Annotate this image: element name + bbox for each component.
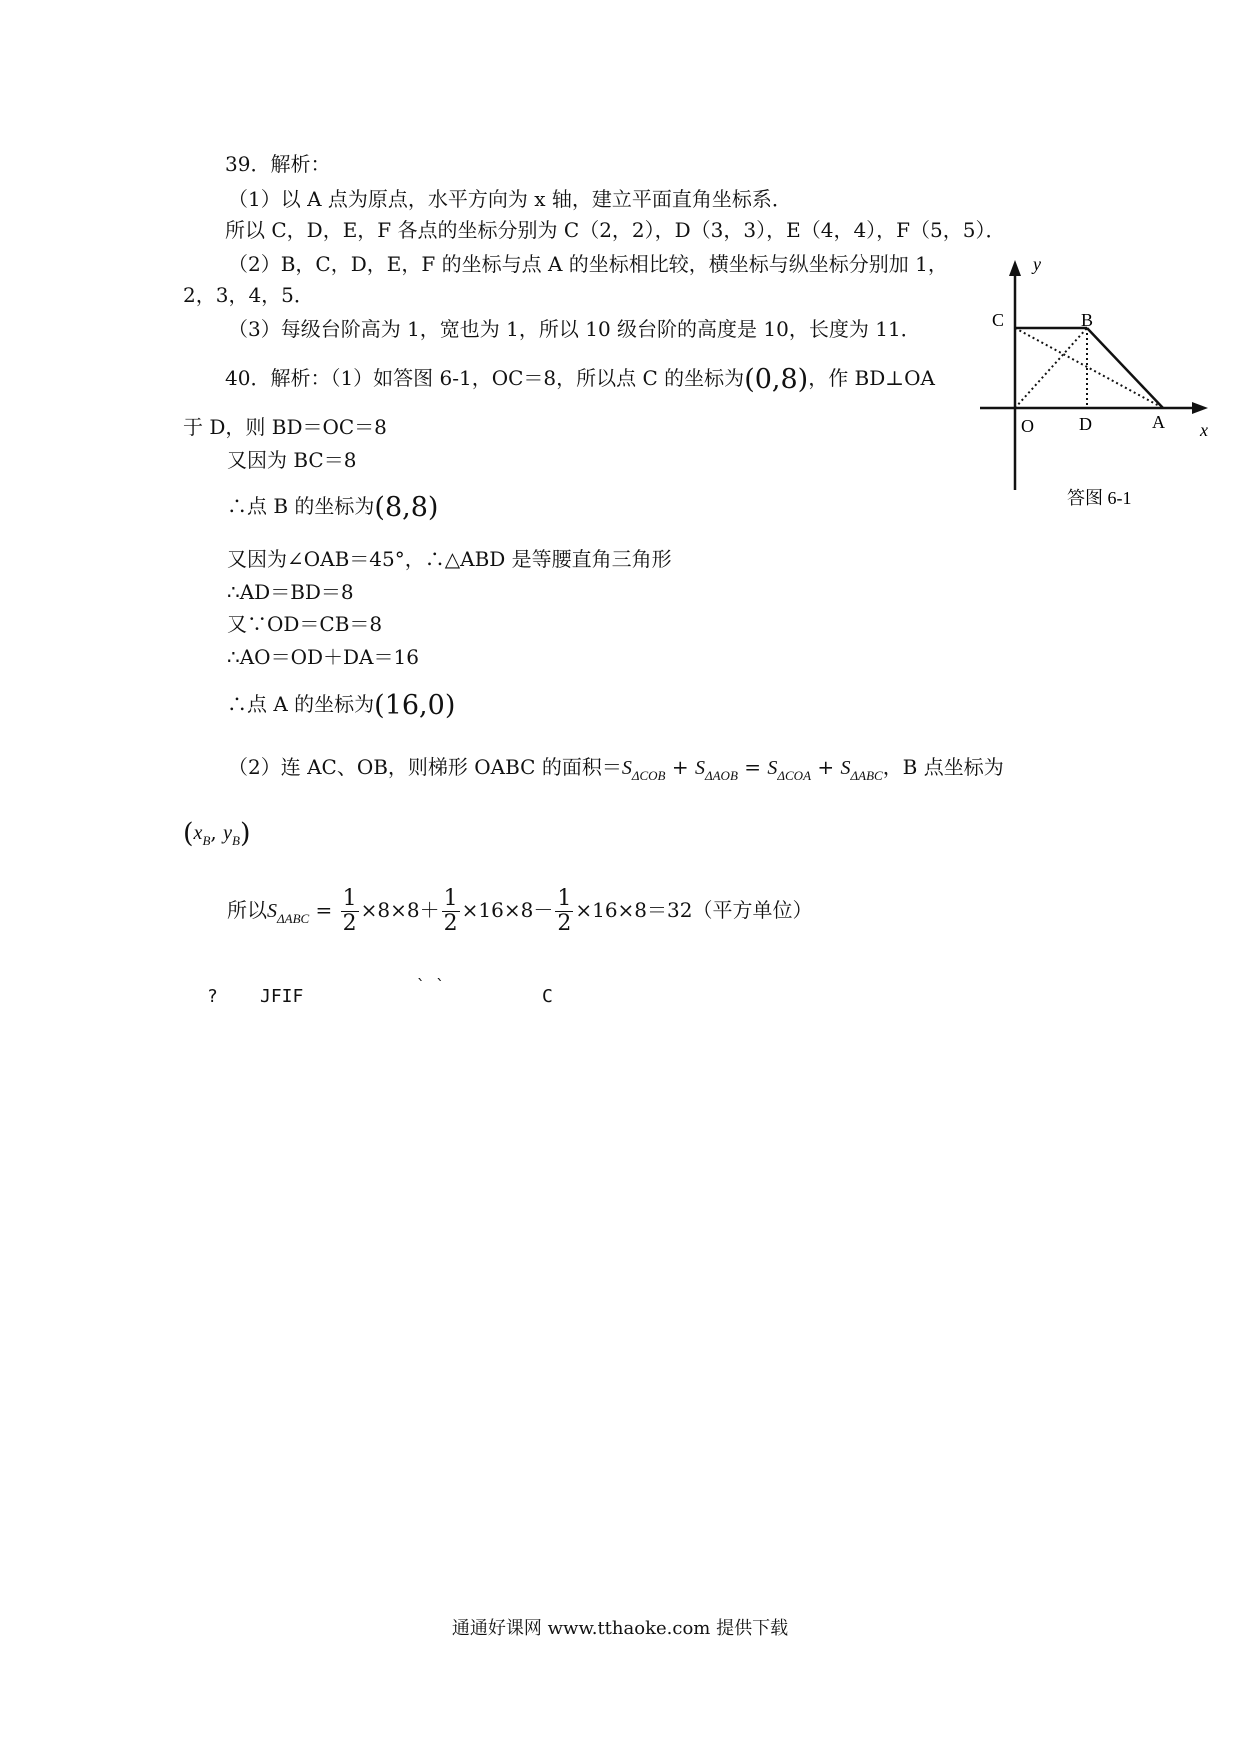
area-result-formula: 所以$S_{\Delta ABC}$ = $\frac{1}{2}$ ×8×8＋ $\frac{1}{2}$ ×16×8－ $\frac{1}{2}$ ×16×8＝32（平方单位） [227, 886, 813, 936]
artifact-question: ? [207, 986, 218, 1007]
problem-39-line-5: （3）每级台阶高为 1，宽也为 1，所以 10 级台阶的高度是 10，长度为 11． [228, 317, 921, 341]
area-s-aob: $S_{\Delta AOB}$ [694, 757, 738, 783]
segment-ob-dotted [1015, 328, 1087, 408]
term-3: ×16×8＝32（平方单位） [575, 898, 813, 922]
y-axis-label: y [1033, 258, 1041, 274]
fraction-half-2: $\frac{1}{2}$ [443, 886, 458, 936]
figure-caption: 答图 6-1 [1067, 488, 1132, 508]
problem-40-line-1-post: ，作 BD⊥OA [808, 366, 935, 390]
term-1: ×8×8＋ [360, 898, 440, 922]
coord-b: (8,8) [374, 492, 439, 523]
segment-ca-dotted [1015, 328, 1163, 408]
point-c-label: C [992, 310, 1005, 330]
part-2-post: ，B 点坐标为 [882, 755, 1004, 779]
b-coordinate-expression: ($x_B$, $y_B$) [183, 818, 251, 849]
fraction-half-1: $\frac{1}{2}$ [342, 886, 357, 936]
problem-40-line-5: 又因为∠OAB＝45°，∴△ABD 是等腰直角三角形 [227, 547, 672, 571]
problem-40-line-9-pre: ∴点 A 的坐标为 [227, 692, 375, 716]
area-s-abc-result: $S_{\Delta ABC}$ [267, 900, 310, 926]
problem-40-line-1-pre: 40．解析：（1）如答图 6-1，OC＝8，所以点 C 的坐标为 [225, 366, 745, 390]
result-pre: 所以 [227, 898, 267, 922]
part-2-pre: （2）连 AC、OB，则梯形 OABC 的面积＝ [228, 755, 622, 779]
point-a-label: A [1152, 412, 1165, 432]
problem-39-line-2: 所以 C，D，E，F 各点的坐标分别为 C（2，2），D（3，3），E（4，4），F（5，5）． [225, 218, 1006, 242]
figure-6-1 [975, 258, 1215, 518]
problem-39-line-3: （2）B，C，D，E，F 的坐标与点 A 的坐标相比较，横坐标与纵坐标分别加 1， [228, 252, 948, 276]
x-axis-arrow-icon [1192, 402, 1208, 414]
problem-39-line-1: （1）以 A 点为原点，水平方向为 x 轴，建立平面直角坐标系． [228, 187, 792, 211]
artifact-jfif: JFIF [260, 986, 304, 1007]
artifact-c: C [542, 986, 553, 1007]
coord-c: (0,8) [744, 364, 809, 395]
problem-39-title: 39．解析： [225, 152, 331, 176]
x-b: $x_B$ [193, 822, 211, 848]
area-s-abc: $S_{\Delta ABC}$ [840, 757, 883, 783]
page-footer: 通通好课网 www.tthaoke.com 提供下载 [451, 1618, 789, 1639]
point-o-label: O [1021, 416, 1034, 436]
problem-40-line-8: ∴AO＝OD＋DA＝16 [227, 645, 419, 669]
problem-40-part-2: （2）连 AC、OB，则梯形 OABC 的面积$=S_{\Delta COB} + S_{\Delta AOB} = S_{\Delta COA} + S_{\Delta ABC}$，B 点坐标为 [228, 755, 1004, 783]
artifact-ticks: ` ` [416, 976, 445, 995]
point-d-label: D [1079, 414, 1092, 434]
area-s-cob: $S_{\Delta COB}$ [621, 757, 666, 783]
problem-40-line-4-pre: ∴点 B 的坐标为 [227, 494, 375, 518]
fraction-half-3: $\frac{1}{2}$ [557, 886, 572, 936]
problem-40-line-9 [227, 690, 455, 720]
x-axis-label: x [1200, 420, 1208, 440]
problem-40-line-1 [225, 364, 935, 394]
problem-40-line-7: 又∵OD＝CB＝8 [227, 612, 383, 636]
problem-40-line-3: 又因为 BC＝8 [227, 448, 357, 472]
problem-39-line-4: 2，3，4，5． [183, 283, 314, 307]
y-axis-arrow-icon [1009, 260, 1021, 276]
term-2: ×16×8－ [461, 898, 554, 922]
problem-40-line-6: ∴AD＝BD＝8 [227, 580, 354, 604]
segment-ba [1087, 328, 1163, 408]
point-b-label: B [1081, 310, 1094, 330]
problem-40-line-4 [227, 492, 438, 522]
y-b: $y_B$ [223, 822, 240, 848]
area-s-coa: $S_{\Delta COA}$ [767, 757, 812, 783]
problem-40-line-2: 于 D，则 BD＝OC＝8 [183, 415, 387, 439]
coord-a: (16,0) [374, 690, 456, 721]
